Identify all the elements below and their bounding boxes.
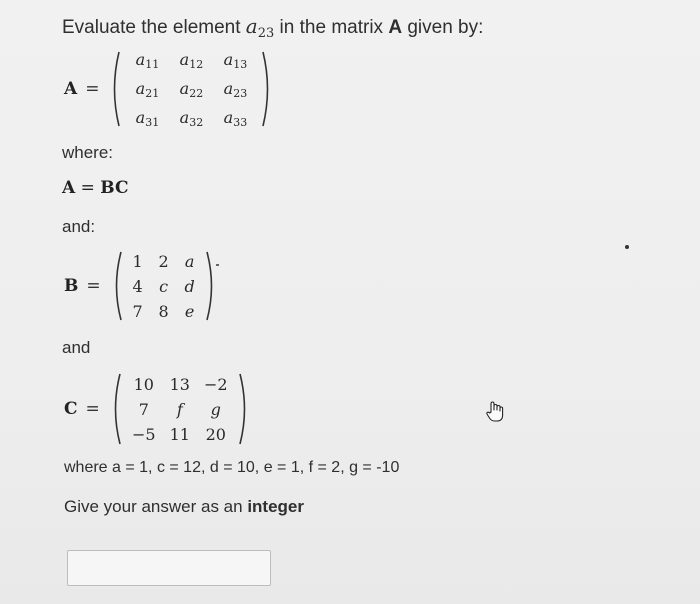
- matrix-b-entry: a: [184, 251, 195, 271]
- matrix-b-grid: [125, 252, 203, 321]
- matrix-a-definition: [64, 50, 275, 128]
- matrix-c-entry: 10: [133, 374, 154, 394]
- matrix-c-entry: 20: [205, 424, 226, 444]
- matrix-a-entry: $a_{21}$: [135, 78, 160, 100]
- matrix-b-entry: c: [159, 276, 169, 296]
- equals-sign: =: [86, 276, 101, 296]
- matrix-a-entry: $a_{33}$: [223, 107, 248, 129]
- hand-pointer-icon: [484, 400, 506, 424]
- and-label-2: and: [62, 338, 91, 357]
- left-paren-icon: [109, 250, 123, 322]
- matrix-b-entry: 1: [132, 251, 143, 271]
- matrix-a-label: A: [64, 79, 78, 99]
- matrix-c-entry: −5: [131, 424, 156, 444]
- matrix-b-entry: d: [184, 276, 195, 296]
- right-paren-icon: [238, 372, 252, 446]
- matrix-b-entry: 4: [132, 276, 143, 296]
- matrix-a-grid: [125, 50, 257, 129]
- element-variable: $a_{23}$: [245, 14, 275, 41]
- matrix-a-entry: $a_{12}$: [179, 49, 204, 71]
- stray-dot: [625, 245, 629, 249]
- matrix-b-entry: e: [184, 301, 195, 321]
- left-paren-icon: [107, 50, 121, 128]
- equals-sign: =: [85, 399, 100, 419]
- matrix-b-definition: [64, 250, 219, 322]
- equals-sign: =: [85, 79, 100, 99]
- matrix-a-entry: $a_{31}$: [135, 107, 160, 129]
- right-paren-icon: [205, 250, 219, 322]
- matrix-c-definition: [64, 372, 252, 446]
- matrix-c-entry: 7: [138, 399, 149, 419]
- matrix-a-entry: $a_{23}$: [223, 78, 248, 100]
- matrix-b-entry: 2: [158, 251, 169, 271]
- matrix-c-label: C: [64, 399, 78, 419]
- right-paren-icon: [261, 50, 275, 128]
- matrix-c-entry: g: [210, 399, 221, 419]
- answer-input[interactable]: [67, 550, 271, 586]
- given-values: where a = 1, c = 12, d = 10, e = 1, f = 2, g = -10: [64, 459, 400, 476]
- stray-mark: [216, 264, 219, 266]
- and-label: and:: [62, 217, 96, 236]
- matrix-c-grid: [126, 375, 234, 444]
- where-label: where:: [62, 143, 114, 162]
- matrix-a-entry: $a_{32}$: [179, 107, 204, 129]
- matrix-a-entry: $a_{22}$: [179, 78, 204, 100]
- matrix-a-entry: $a_{11}$: [135, 49, 160, 71]
- matrix-c-entry: 11: [169, 424, 190, 444]
- matrix-c-entry: f: [176, 399, 183, 419]
- question-text: Evaluate the element $a_{23}$ in the matrix A given by:: [62, 14, 484, 41]
- answer-instruction: Give your answer as an integer: [64, 497, 304, 516]
- matrix-b-label: B: [64, 276, 79, 296]
- matrix-c-entry: 13: [169, 374, 190, 394]
- matrix-b-entry: 8: [158, 301, 169, 321]
- matrix-c-entry: −2: [203, 374, 228, 394]
- equation-a-bc: A = BC: [62, 178, 129, 198]
- left-paren-icon: [108, 372, 122, 446]
- matrix-b-entry: 7: [132, 301, 143, 321]
- matrix-a-entry: $a_{13}$: [223, 49, 248, 71]
